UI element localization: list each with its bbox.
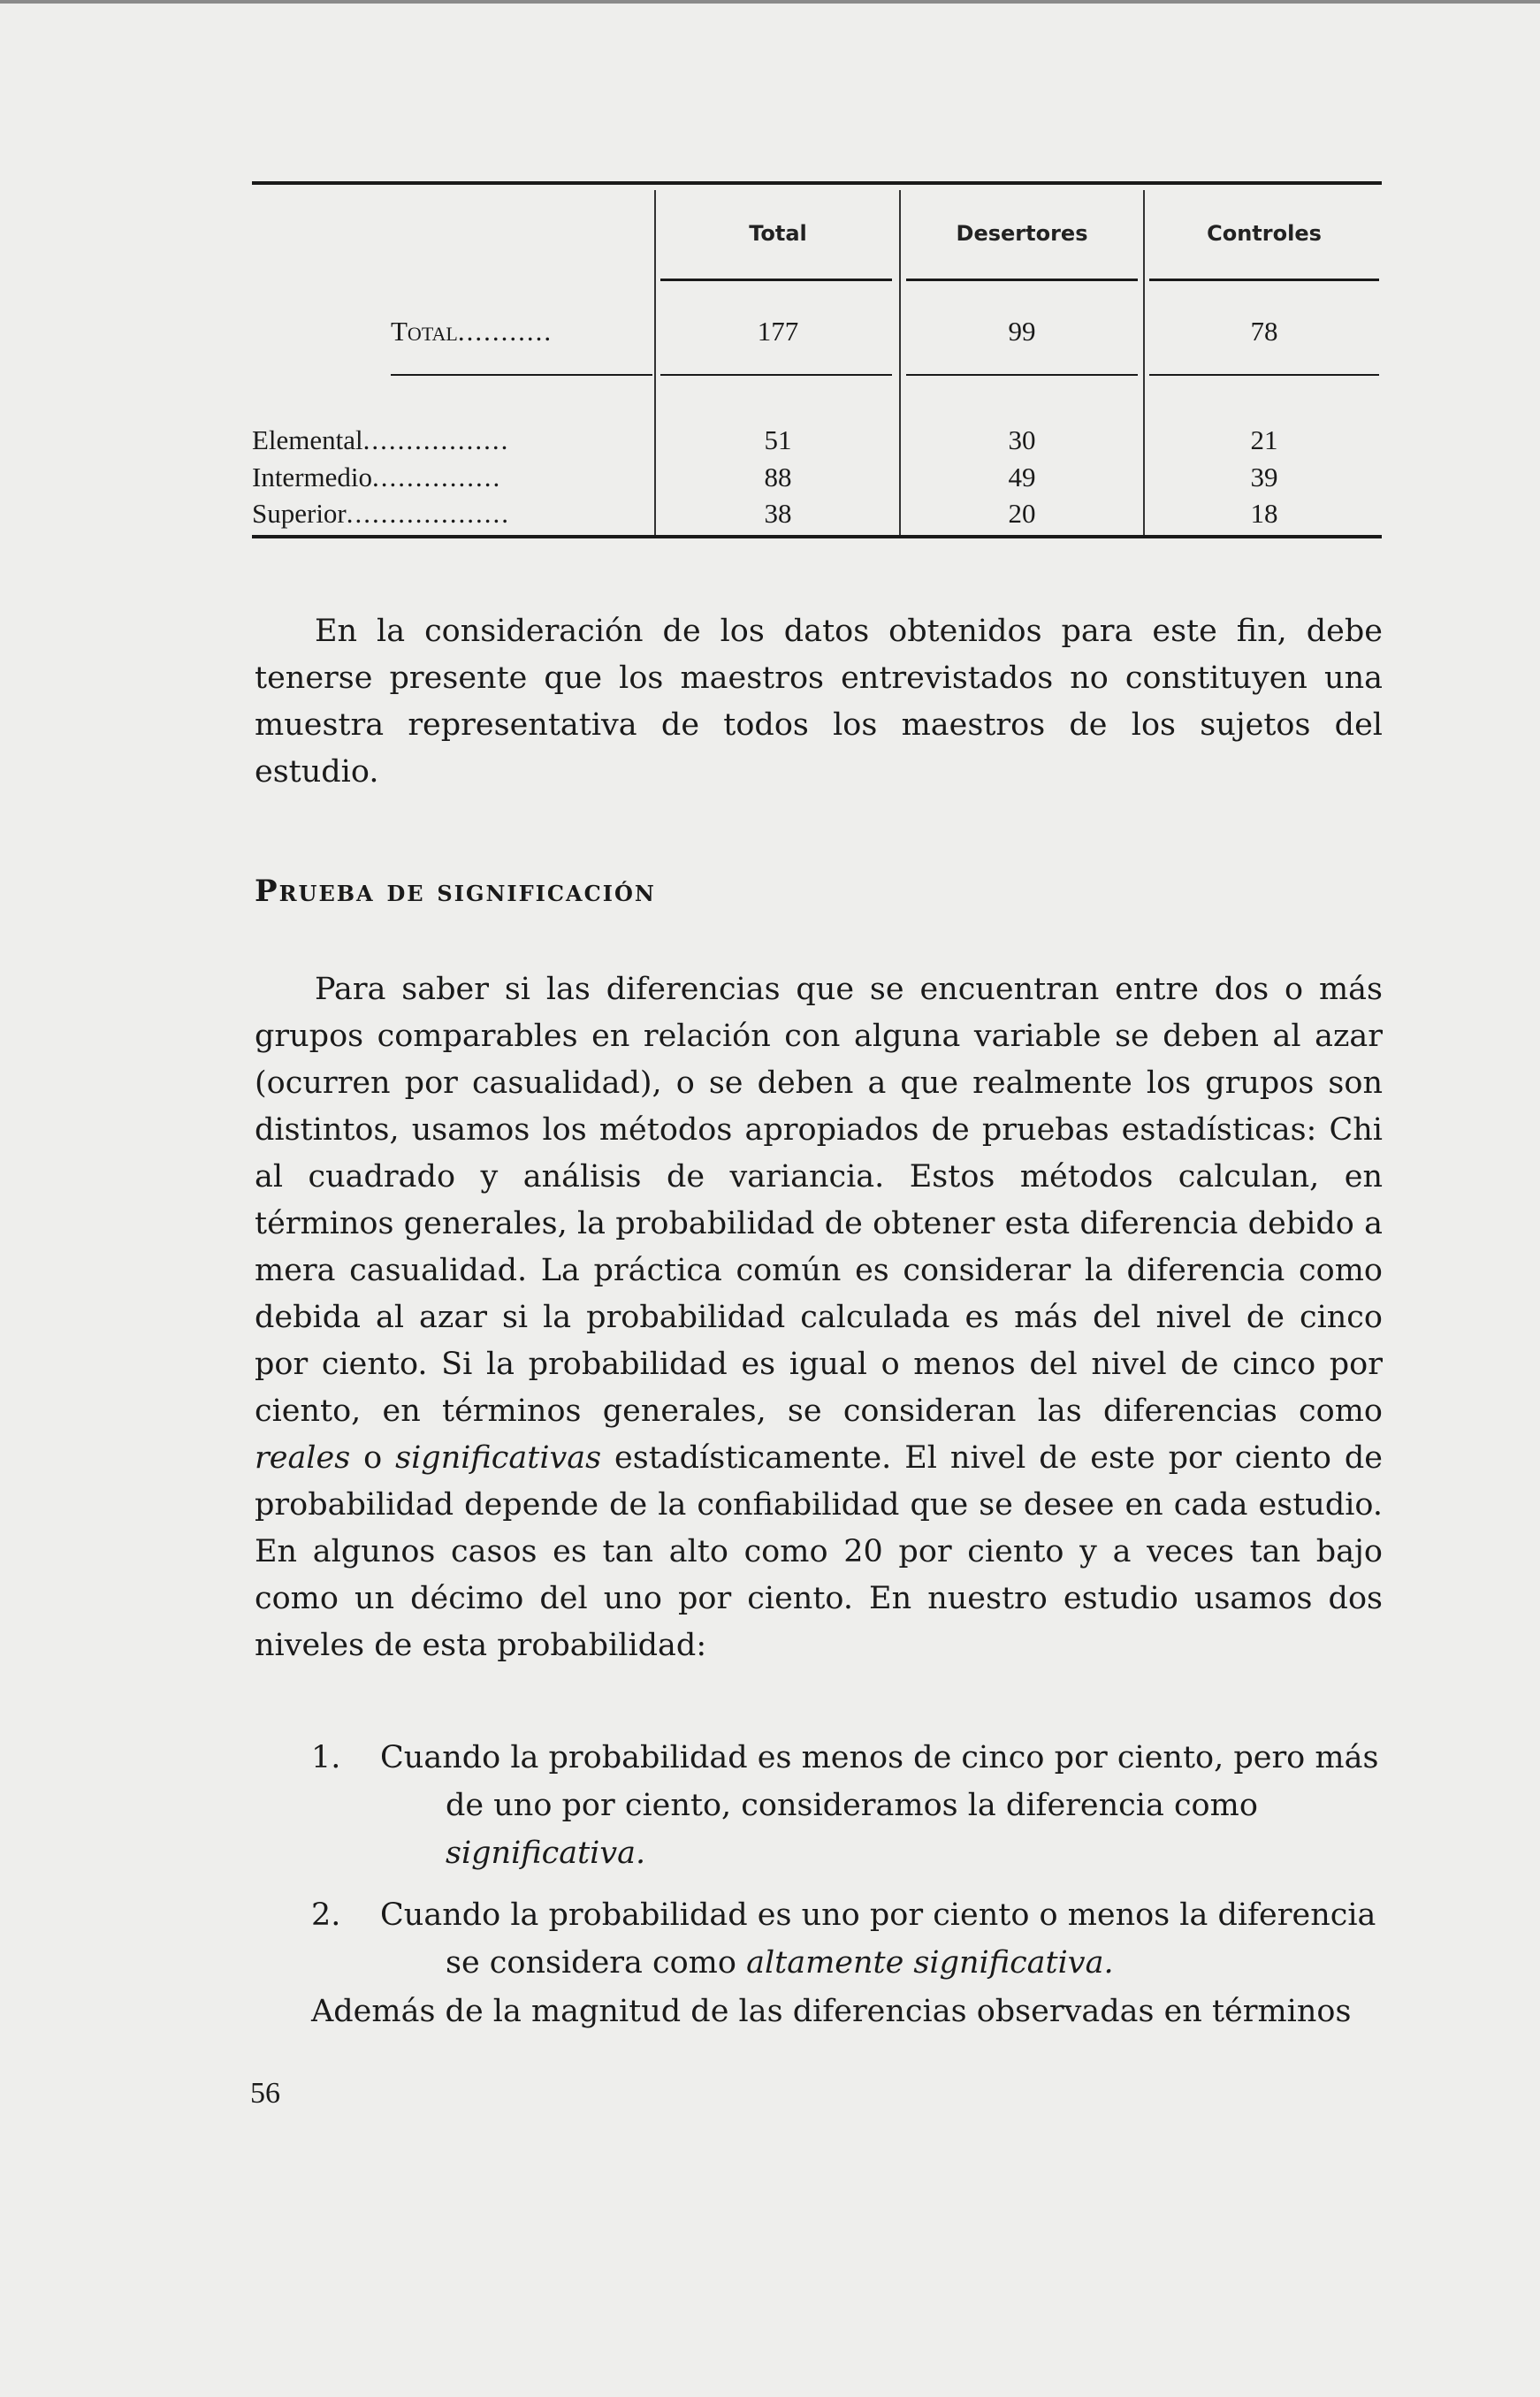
intermedio-value-desertores: 49 (1008, 462, 1036, 492)
page-number: 56 (250, 2077, 280, 2110)
row-label-intermedio: Intermedio............... (252, 462, 502, 492)
superior-value-desertores: 20 (1008, 498, 1036, 529)
italic-significativas: significativas (395, 1440, 602, 1476)
row-label-elemental: Elemental................. (252, 424, 510, 455)
total-underline-1 (660, 374, 892, 376)
intermedio-value-total: 88 (764, 462, 792, 492)
elemental-value-controles: 21 (1250, 424, 1278, 455)
header-total: Total (749, 221, 807, 246)
table-bottom-rule (252, 535, 1382, 538)
data-table (252, 181, 1382, 539)
table-divider-3 (1143, 190, 1145, 535)
list-text: Cuando la probabilidad es menos de cinco por ciento, pero más de uno por ciento, consideramos la diferencia como significativa. (380, 1740, 1379, 1871)
list-item-1 (311, 1734, 1383, 1871)
paragraph-ademas: Además de la magnitud de las diferencias observadas en términos (311, 1994, 1352, 2029)
header-controles: Controles (1207, 221, 1322, 246)
table-top-rule (252, 181, 1382, 185)
italic-reales: reales (255, 1440, 351, 1476)
elemental-value-total: 51 (764, 424, 792, 455)
intermedio-value-controles: 39 (1250, 462, 1278, 492)
superior-value-controles: 18 (1250, 498, 1278, 529)
total-value-desertores: 99 (1008, 316, 1036, 347)
total-value-controles: 78 (1250, 316, 1278, 347)
total-underline-2 (906, 374, 1138, 376)
total-value-total: 177 (757, 316, 799, 347)
superior-value-total: 38 (764, 498, 792, 529)
paragraph-prueba: Para saber si las diferencias que se encuentran entre dos o más grupos comparables en relación con alguna variable se deben al azar (ocurren por casualidad), o se deben a que realmente los grupos son distintos, usamos los métodos apropiados de pruebas estadísticas: Chi al cuadrado y análisis de variancia. Estos métodos calculan, en términos generales, la probabilidad de obtener esta diferencia debido a mera casualidad. La práctica común es considerar la diferencia como debida al azar si la probabilidad calculada es más del nivel de cinco por ciento. Si la probabilidad es igual o menos del nivel de cinco por ciento, en términos generales, se consideran las diferencias como reales o significativas estadísticamente. El nivel de este por ciento de probabilidad depende de la confiabilidad que se desee en cada estudio. En algunos casos es tan alto como 20 por ciento y a veces tan bajo como un décimo del uno por ciento. En nuestro estudio usamos dos niveles de esta probabilidad: (255, 972, 1383, 1663)
table-divider-1 (654, 190, 656, 535)
elemental-value-desertores: 30 (1008, 424, 1036, 455)
section-heading: Prueba de significación (255, 874, 656, 909)
header-underline-3 (1149, 279, 1379, 281)
total-underline-label (391, 374, 652, 376)
header-desertores: Desertores (956, 221, 1088, 246)
total-row-label: Total........... (391, 316, 553, 347)
page-top-edge (0, 0, 1540, 4)
list-item-2 (311, 1891, 1383, 1987)
list-number: 2. (311, 1897, 341, 1933)
total-underline-3 (1149, 374, 1379, 376)
paragraph-datos: En la consideración de los datos obtenidos para este fin, debe tenerse presente que los maestros entrevistados no constituyen una muestra representativa de todos los maestros de los sujetos del estudio. (255, 614, 1383, 790)
header-underline-2 (906, 279, 1138, 281)
header-underline-1 (660, 279, 892, 281)
row-label-superior: Superior................... (252, 498, 511, 529)
list-number: 1. (311, 1740, 341, 1775)
table-divider-2 (899, 190, 901, 535)
list-text: Cuando la probabilidad es uno por ciento o menos la diferencia se considera como altamente significativa. (380, 1897, 1376, 1981)
